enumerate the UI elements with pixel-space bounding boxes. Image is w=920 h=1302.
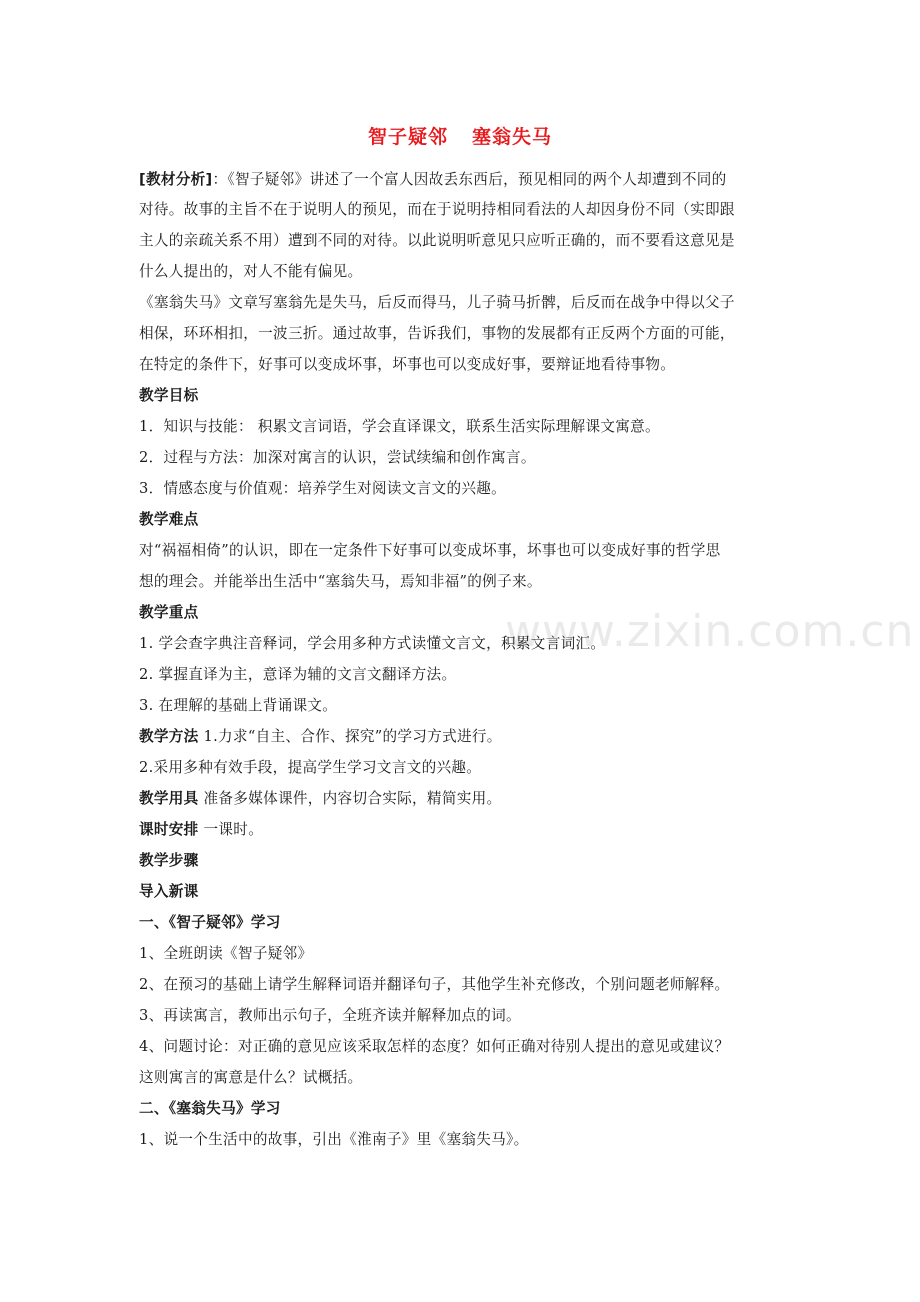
analysis-line-3: 主人的亲疏关系不用）遭到不同的对待。以此说明听意见只应听正确的，而不要看这意见是 (139, 232, 735, 249)
goals-item-2: 2．过程与方法：加深对寓言的认识，尝试续编和创作寓言。 (139, 449, 536, 466)
intro-heading: 导入新课 (139, 883, 199, 900)
part1-item-1: 1、全班朗读《智子疑邻》 (139, 945, 313, 962)
schedule-line: 课时安排 一课时。 (139, 821, 264, 838)
difficulty-heading: 教学难点 (139, 511, 199, 528)
schedule-heading: 课时安排 (139, 821, 199, 838)
goals-item-3: 3．情感态度与价值观：培养学生对阅读文言文的兴趣。 (139, 480, 507, 497)
title-part2: 塞翁失马 (472, 126, 553, 148)
part2-heading: 二、《塞翁失马》学习 (139, 1100, 281, 1117)
difficulty-line-1: 对“祸福相倚”的认识，即在一定条件下好事可以变成坏事，坏事也可以变成好事的哲学思 (139, 542, 721, 559)
steps-heading: 教学步骤 (139, 852, 199, 869)
analysis-label: [教材分析] (139, 171, 213, 188)
analysis-line-1: [教材分析]：《智子疑邻》讲述了一个富人因故丢东西后，预见相同的两个人却遭到不同的 (139, 171, 727, 188)
part2-item-1: 1、说一个生活中的故事，引出《淮南子》里《塞翁失马》。 (139, 1131, 529, 1148)
method-heading: 教学方法 (139, 728, 199, 745)
analysis-line-7: 在特定的条件下，好事可以变成坏事，坏事也可以变成好事，要辩证地看待事物。 (139, 356, 676, 373)
focus-heading: 教学重点 (139, 604, 199, 621)
tools-line: 教学用具 准备多媒体课件，内容切合实际，精简实用。 (139, 790, 502, 807)
method-line-2: 2.采用多种有效手段，提高学生学习文言文的兴趣。 (139, 759, 482, 776)
tools-heading: 教学用具 (139, 790, 199, 807)
focus-item-2: 2. 掌握直译为主，意译为辅的文言文翻译方法。 (139, 666, 457, 683)
analysis-line-5: 《塞翁失马》文章写塞翁先是失马，后反而得马，儿子骑马折髀，后反而在战争中得以父子 (139, 294, 735, 311)
part1-item-3: 3、再读寓言，教师出示句子，全班齐读并解释加点的词。 (139, 1007, 521, 1024)
part1-item-4: 4、问题讨论：对正确的意见应该采取怎样的态度？如何正确对待别人提出的意见或建议？ (139, 1038, 730, 1055)
analysis-line-4: 什么人提出的，对人不能有偏见。 (139, 263, 363, 280)
difficulty-line-2: 想的理会。并能举出生活中“塞翁失马，焉知非福”的例子来。 (139, 573, 542, 590)
part1-item-2: 2、在预习的基础上请学生解释词语并翻译句子，其他学生补充修改，个别问题老师解释。 (139, 976, 730, 993)
part1-heading: 一、《智子疑邻》学习 (139, 914, 281, 931)
watermark: www.zixin.com.cn (505, 606, 915, 657)
title-part1: 智子疑邻 (367, 126, 448, 148)
analysis-line-6: 相保，环环相扣，一波三折。通过故事，告诉我们，事物的发展都有正反两个方面的可能， (139, 325, 735, 342)
page-title (0, 122, 920, 149)
goals-item-1: 1．知识与技能： 积累文言词语，学会直译课文，联系生活实际理解课文寓意。 (139, 418, 660, 435)
method-line-1: 教学方法 1.力求“自主、合作、探究”的学习方式进行。 (139, 728, 502, 745)
part1-item-4-cont: 这则寓言的寓意是什么？试概括。 (139, 1069, 363, 1086)
focus-item-3: 3. 在理解的基础上背诵课文。 (139, 697, 338, 714)
goals-heading: 教学目标 (139, 387, 199, 404)
focus-item-1: 1. 学会查字典注音释词，学会用多种方式读懂文言文，积累文言词汇。 (139, 635, 606, 652)
analysis-line-2: 对待。故事的主旨不在于说明人的预见，而在于说明持相同看法的人却因身份不同（实即跟 (139, 201, 735, 218)
